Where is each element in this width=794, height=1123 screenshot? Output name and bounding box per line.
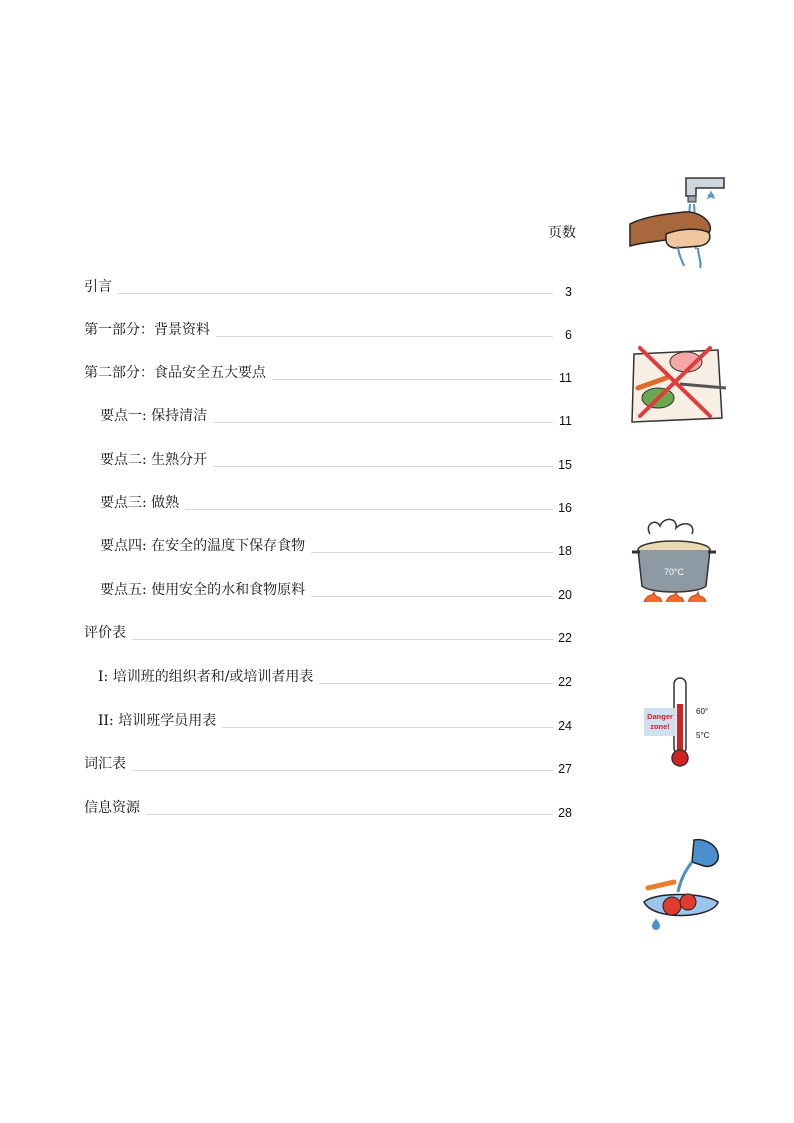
high-temperature-label: 60°: [696, 707, 709, 716]
toc-entry-intro[interactable]: [84, 274, 572, 299]
toc-entry-glossary[interactable]: [84, 751, 572, 776]
toc-leader-line: [213, 465, 553, 467]
toc-entry-page: 27: [558, 762, 572, 776]
toc-leader-line: [132, 638, 553, 640]
danger-zone-label-line1: Danger: [647, 712, 673, 721]
toc-leader-line: [319, 682, 553, 684]
toc-leader-line: [272, 378, 553, 380]
boiling-pot-icon: [630, 514, 718, 608]
toc-entry-key-three[interactable]: [100, 490, 572, 515]
toc-entry-eval-organizer[interactable]: [98, 664, 572, 689]
toc-leader-line: [185, 508, 553, 510]
crossed-out-cutting-board-icon: [626, 344, 730, 428]
toc-leader-line: [213, 421, 553, 423]
toc-entry-title: 词汇表: [84, 756, 126, 772]
boiling-pot-illustration: [630, 514, 718, 608]
toc-entry-page: 22: [558, 675, 572, 689]
toc-entry-key-four[interactable]: [100, 533, 572, 558]
toc-entry-page: 24: [558, 719, 572, 733]
toc-entry-part-two[interactable]: [84, 360, 572, 385]
toc-leader-line: [311, 551, 553, 553]
toc-entry-key-two[interactable]: [100, 447, 572, 472]
thermometer-illustration: [642, 674, 722, 768]
toc-entry-page: 16: [558, 501, 572, 515]
toc-entry-title: 要点四: 在安全的温度下保存食物: [100, 538, 306, 554]
toc-entry-title: 要点三: 做熟: [100, 495, 180, 511]
handwashing-icon: [626, 174, 730, 272]
toc-entry-title: II: 培训班学员用表: [98, 713, 217, 729]
toc-entry-page: 15: [558, 458, 572, 472]
toc-entry-title: 要点一: 保持清洁: [100, 408, 208, 424]
pot-temperature-label: 70°C: [663, 567, 685, 577]
toc-entry-evaluation[interactable]: [84, 620, 572, 645]
toc-entry-title: 第一部分：背景资料: [84, 322, 210, 338]
handwashing-illustration: [626, 174, 730, 272]
toc-entry-key-five[interactable]: [100, 577, 572, 602]
cutting-board-illustration: [626, 344, 730, 428]
toc-entry-title: I: 培训班的组织者和/或培训者用表: [98, 669, 314, 685]
toc-entry-page: 18: [558, 544, 572, 558]
toc-entry-page: 3: [565, 285, 572, 299]
thermometer-icon: [642, 674, 722, 768]
toc-entry-resources[interactable]: [84, 795, 572, 820]
toc-leader-line: [311, 595, 553, 597]
toc-leader-line: [146, 813, 553, 815]
toc-entry-key-one[interactable]: [100, 403, 572, 428]
toc-entry-title: 要点二: 生熟分开: [100, 452, 208, 468]
toc-leader-line: [216, 335, 553, 337]
toc-entry-title: 引言: [84, 279, 112, 295]
toc-leader-line: [222, 726, 553, 728]
toc-entry-page: 11: [559, 414, 572, 428]
toc-entry-title: 第二部分：食品安全五大要点: [84, 365, 266, 381]
page-column-label: 页数: [548, 225, 576, 241]
toc-entry-page: 22: [558, 631, 572, 645]
toc-leader-line: [132, 769, 553, 771]
toc-entry-page: 6: [565, 328, 572, 342]
toc-entry-page: 20: [558, 588, 572, 602]
toc-entry-title: 要点五: 使用安全的水和食物原料: [100, 582, 306, 598]
toc-entry-part-one[interactable]: [84, 317, 572, 342]
toc-entry-page: 11: [559, 371, 572, 385]
toc-entry-title: 评价表: [84, 625, 126, 641]
danger-zone-label-line2: zone!: [650, 722, 670, 731]
washing-produce-icon: [634, 836, 726, 936]
low-temperature-label: 5°C: [696, 731, 710, 740]
washing-produce-illustration: [634, 836, 726, 936]
toc-entry-title: 信息资源: [84, 800, 140, 816]
toc-entry-eval-trainee[interactable]: [98, 708, 572, 733]
toc-leader-line: [118, 292, 553, 294]
toc-entry-page: 28: [558, 806, 572, 820]
